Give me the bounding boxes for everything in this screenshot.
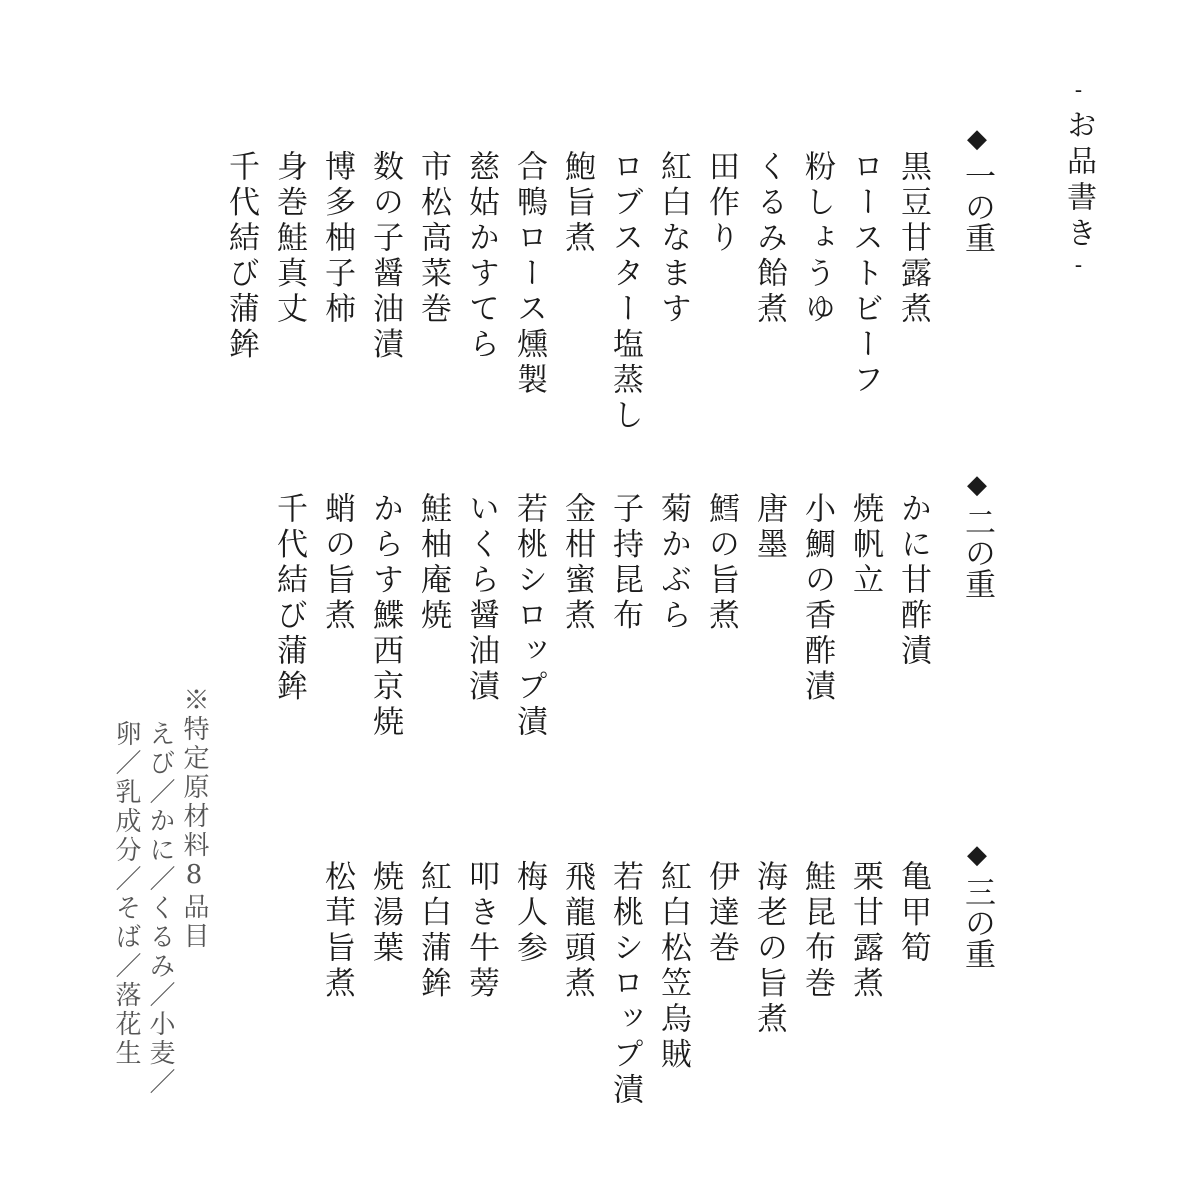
tier-1-item: 千代結び蒲鉾 [223, 150, 259, 363]
tier-2-item: かに甘酢漬 [895, 492, 931, 670]
tier-2-item: 鱈の旨煮 [703, 492, 739, 634]
tier-2-item: 唐墨 [751, 492, 787, 563]
allergen-note-line: 卵／乳成分／そば／落花生 [111, 720, 141, 1068]
tier-2-item: 蛸の旨煮 [319, 492, 355, 634]
tier-3-item: 焼湯葉 [367, 860, 403, 967]
tier-2-item: 菊かぶら [655, 492, 691, 634]
diamond-icon: ◆ [962, 124, 992, 154]
title-text: お品書き [1061, 109, 1096, 253]
tier-1-item: ロブスター塩蒸し [607, 150, 643, 434]
tier-2-item: 金柑蜜煮 [559, 492, 595, 634]
tier-1-item: 慈姑かすてら [463, 150, 499, 363]
tier-1-item: 紅白なます [655, 150, 691, 328]
tier-1-item: くるみ飴煮 [751, 150, 787, 328]
tier-3-item: 海老の旨煮 [751, 860, 787, 1038]
tier-1-item: 博多柚子柿 [319, 150, 355, 328]
diamond-icon: ◆ [962, 840, 992, 870]
tier-2-item: からす鰈西京焼 [367, 492, 403, 741]
tier-3-item: 梅人参 [511, 860, 547, 967]
tier-1-item: 黒豆甘露煮 [895, 150, 931, 328]
tier-3-item: 紅白松笠烏賊 [655, 860, 691, 1073]
allergen-note-line: ※特定原材料8品目 [179, 686, 209, 951]
title-dash-right: - [1066, 253, 1091, 284]
tier-3-item: 飛龍頭煮 [559, 860, 595, 1002]
tier-2-item: 焼帆立 [847, 492, 883, 599]
tier-1-item: 粉しょうゆ [799, 150, 835, 328]
tier-3-item: 紅白蒲鉾 [415, 860, 451, 1002]
tier-2-item: 若桃シロップ漬 [511, 492, 547, 741]
tier-1-heading [959, 124, 995, 253]
tier-3-item: 伊達巻 [703, 860, 739, 967]
tier-1-heading-text: 一の重 [959, 160, 995, 253]
tier-3-item: 松茸旨煮 [319, 860, 355, 1002]
tier-3-heading-text: 三の重 [959, 876, 995, 969]
tier-2-item: 小鯛の香酢漬 [799, 492, 835, 705]
tier-3-heading [959, 840, 995, 969]
tier-1-item: 身巻鮭真丈 [271, 150, 307, 328]
tier-1-item: 市松高菜巻 [415, 150, 451, 328]
tier-1-item: 田作り [703, 150, 739, 257]
tier-2-heading-text: 二の重 [959, 506, 995, 599]
menu-title [1061, 78, 1096, 284]
diamond-icon: ◆ [962, 470, 992, 500]
tier-3-item: 栗甘露煮 [847, 860, 883, 1002]
tier-1-item: 鮑旨煮 [559, 150, 595, 257]
tier-3-item: 叩き牛蒡 [463, 860, 499, 1002]
allergen-note-line: えび／かに／くるみ／小麦／ [145, 720, 175, 1097]
tier-2-item: 子持昆布 [607, 492, 643, 634]
tier-1-item: 合鴨ロース燻製 [511, 150, 547, 399]
tier-2-item: いくら醤油漬 [463, 492, 499, 705]
tier-3-item: 亀甲筍 [895, 860, 931, 967]
tier-1-item: ローストビーフ [847, 150, 883, 399]
tier-3-item: 若桃シロップ漬 [607, 860, 643, 1109]
tier-2-item: 千代結び蒲鉾 [271, 492, 307, 705]
tier-3-item: 鮭昆布巻 [799, 860, 835, 1002]
tier-1-item: 数の子醤油漬 [367, 150, 403, 363]
tier-2-item: 鮭柚庵焼 [415, 492, 451, 634]
tier-2-heading [959, 470, 995, 599]
title-dash-left: - [1066, 78, 1091, 109]
